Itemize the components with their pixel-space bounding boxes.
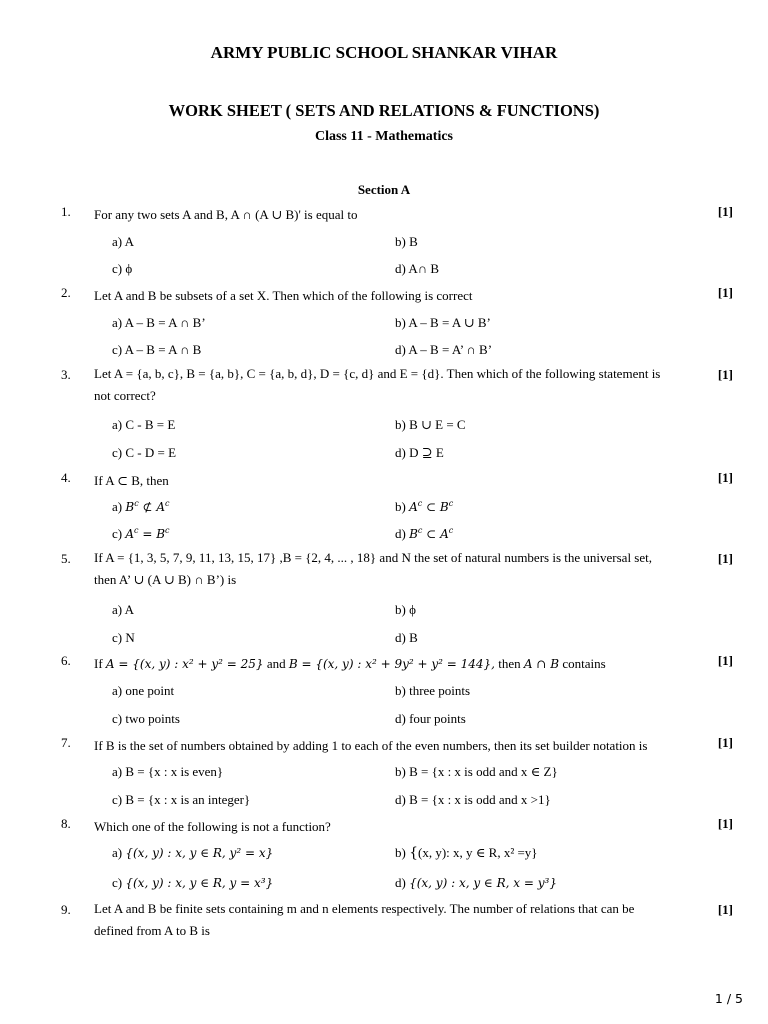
question-number: 1. — [61, 204, 71, 219]
option-c: c) ϕ — [112, 261, 133, 276]
question-number: 8. — [61, 816, 71, 831]
question-marks: [1] — [717, 204, 733, 219]
option-d: d) A∩ B — [395, 261, 440, 276]
option-a: a) {(x, y) : x, y ∈ R, y² = x} — [112, 845, 274, 860]
question-marks: [1] — [717, 735, 733, 750]
question-text: If A = {(x, y) : x² + y² = 25} and B = {(x, y) : x² + 9y² + y² = 144}, then A ∩ B contains — [94, 656, 606, 671]
option-b: b) A – B = A ∪ B’ — [395, 315, 491, 330]
option-b: b) B ∪ E = C — [395, 417, 466, 432]
option-b: b) three points — [395, 683, 471, 698]
school-name: ARMY PUBLIC SCHOOL SHANKAR VIHAR — [210, 43, 558, 62]
option-b: b) B — [395, 234, 418, 249]
option-a: a) $B^c$ ⊄ $A^c$ — [112, 499, 170, 514]
option-c: c) {(x, y) : x, y ∈ R, y = x³} — [112, 875, 274, 890]
question-number: 3. — [61, 367, 71, 382]
question-number: 2. — [61, 285, 71, 300]
option-c: c) A – B = A ∩ B — [112, 342, 202, 357]
question-text: Let A = {a, b, c}, B = {a, b}, C = {a, b, d}, D = {c, d} and E = {d}. Then which of the following statement is not correct? — [94, 366, 661, 403]
worksheet-title: WORK SHEET ( SETS AND RELATIONS & FUNCTIONS) — [168, 101, 600, 120]
question-marks: [1] — [717, 653, 733, 668]
option-b: b) B = {x : x is odd and x ∈ Z} — [395, 764, 558, 779]
option-b: b) ϕ — [395, 602, 416, 617]
option-d: d) A – B = A’ ∩ B’ — [395, 342, 493, 357]
question-marks: [1] — [717, 285, 733, 300]
option-c: c) N — [112, 630, 135, 645]
question-number: 4. — [61, 470, 71, 485]
option-d: d) B = {x : x is odd and x >1} — [395, 792, 551, 807]
question-number: 9. — [61, 902, 71, 917]
option-d: d) B — [395, 630, 418, 645]
option-c: c) C - D = E — [112, 445, 177, 460]
option-a: a) A — [112, 234, 135, 249]
question-text: For any two sets A and B, A ∩ (A ∪ B)' is equal to — [94, 207, 358, 222]
option-a: a) A – B = A ∩ B’ — [112, 315, 206, 330]
question-marks: [1] — [717, 470, 733, 485]
section-heading: Section A — [357, 182, 411, 197]
option-d: d) D ⊇ E — [395, 445, 444, 460]
question-marks: [1] — [717, 551, 733, 566]
option-b: b) {(x, y): x, y ∈ R, x² =y} — [395, 845, 538, 861]
question-text: If B is the set of numbers obtained by adding 1 to each of the even numbers, then its set builder notation is — [94, 738, 648, 753]
page-number: 1 / 5 — [714, 991, 743, 1006]
question-text: If A ⊂ B, then — [94, 473, 169, 488]
question-text: Let A and B be finite sets containing m and n elements respectively. The number of relations that can be defined from A to B is — [94, 901, 635, 938]
question-marks: [1] — [717, 902, 733, 917]
option-a: a) C - B = E — [112, 417, 176, 432]
option-d: d) four points — [395, 711, 466, 726]
option-b: b) $A^c$ ⊂ $B^c$ — [395, 499, 454, 514]
worksheet-subtitle: Class 11 - Mathematics — [314, 129, 454, 144]
option-a: a) one point — [112, 683, 175, 698]
option-a: a) A — [112, 602, 135, 617]
question-text: If A = {1, 3, 5, 7, 9, 11, 13, 15, 17} ,B = {2, 4, ... , 18} and N the set of natural numbers is the universal set, then A’ ∪ (A ∪ B) ∩ B’) is — [94, 550, 652, 587]
question-number: 6. — [61, 653, 71, 668]
option-a: a) B = {x : x is even} — [112, 764, 224, 779]
question-number: 5. — [61, 551, 71, 566]
option-c: c) B = {x : x is an integer} — [112, 792, 251, 807]
option-c: c) two points — [112, 711, 180, 726]
option-d: d) {(x, y) : x, y ∈ R, x = y³} — [395, 875, 557, 890]
question-marks: [1] — [717, 816, 733, 831]
option-c: c) $A^c = B^c$ — [112, 526, 170, 541]
question-number: 7. — [61, 735, 71, 750]
option-d: d) $B^c$ ⊂ $A^c$ — [395, 526, 454, 541]
question-marks: [1] — [717, 367, 733, 382]
question-text: Let A and B be subsets of a set X. Then which of the following is correct — [94, 288, 473, 303]
question-text: Which one of the following is not a function? — [94, 819, 331, 834]
